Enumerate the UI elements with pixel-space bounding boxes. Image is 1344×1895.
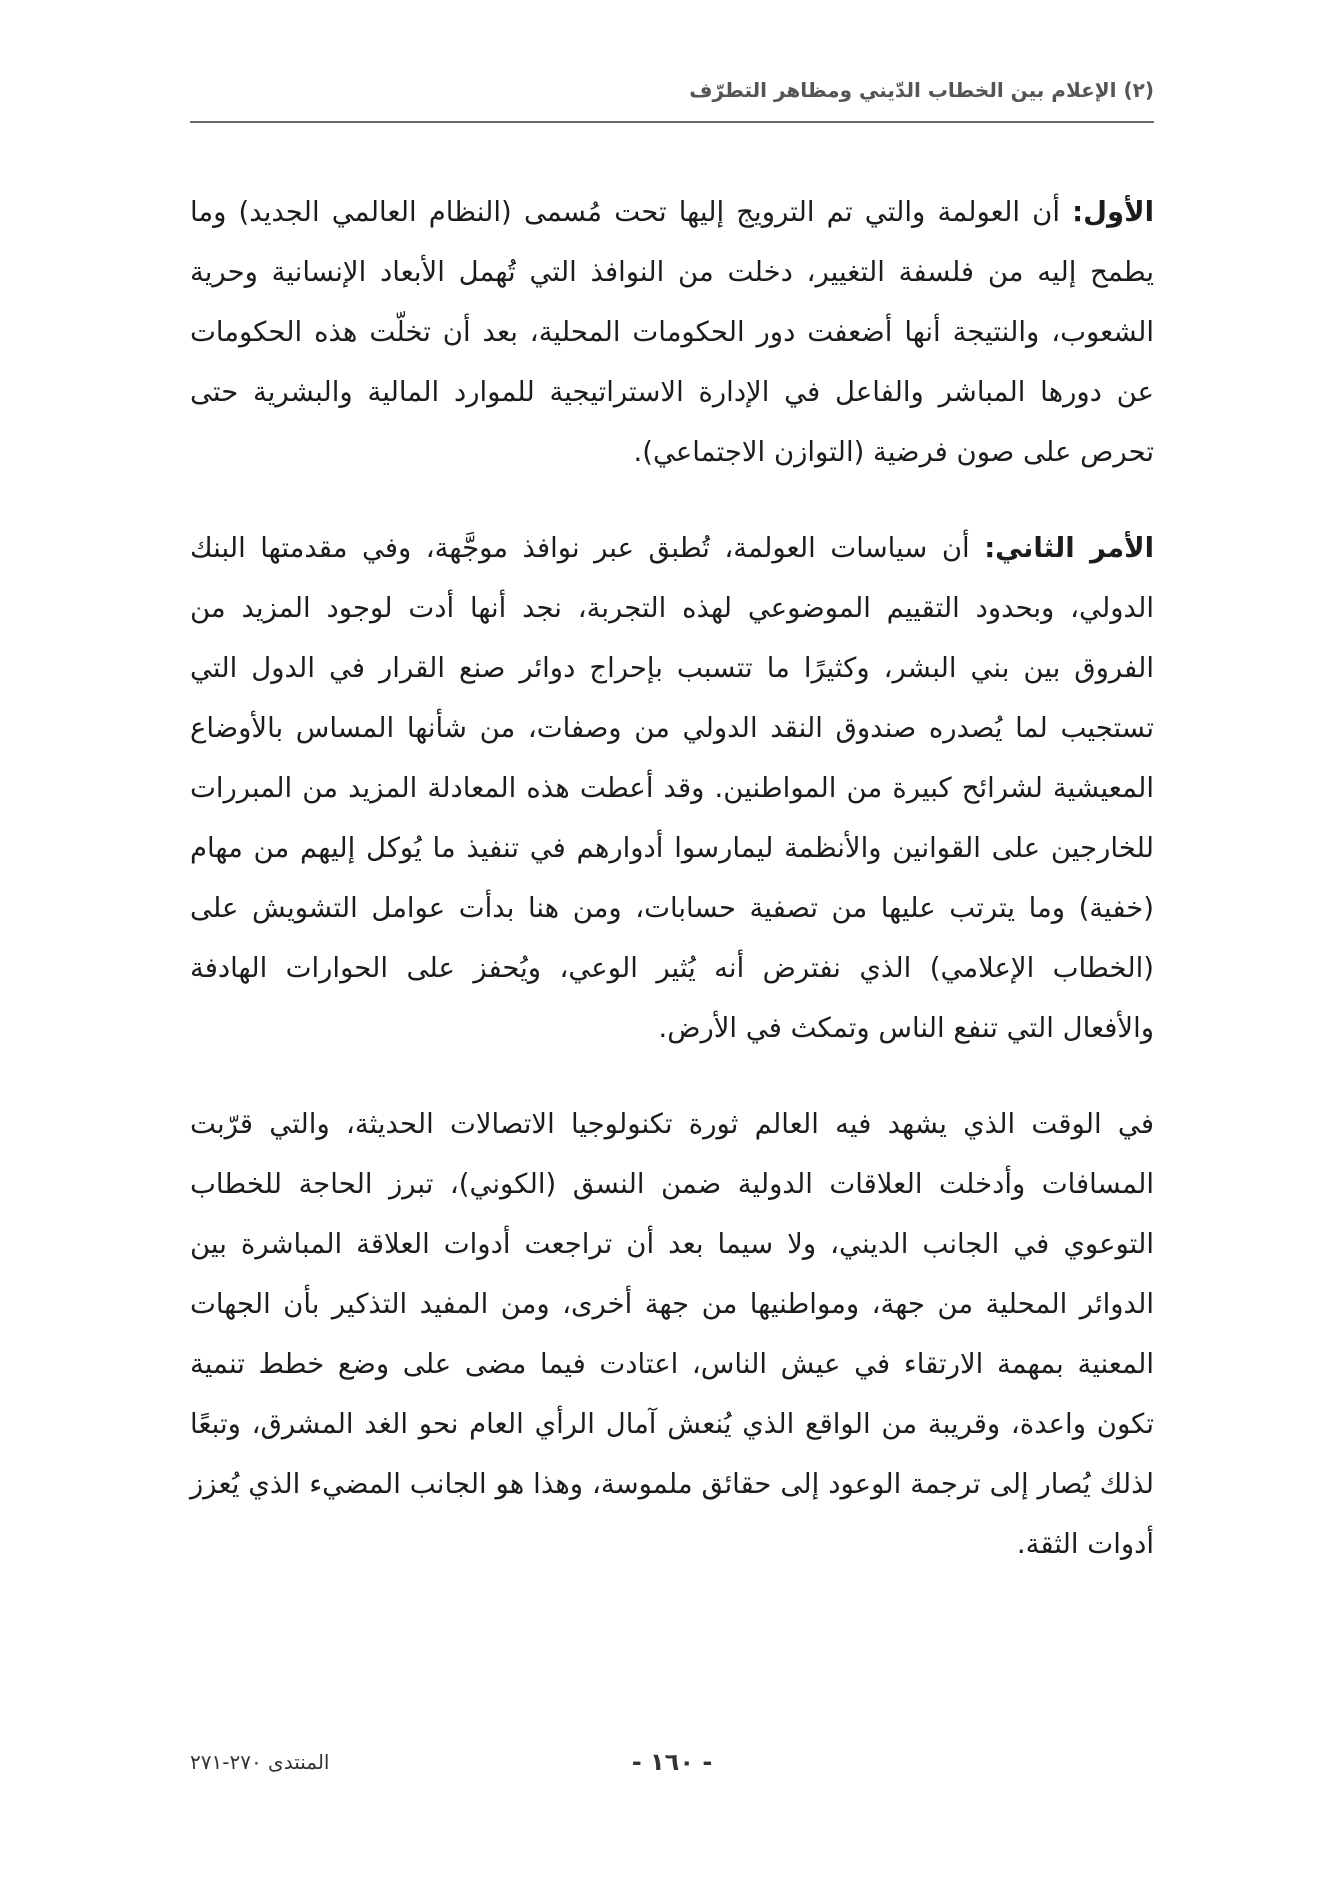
header-divider [190, 121, 1154, 123]
paragraph-third [190, 1094, 1154, 1574]
paragraph-text: في الوقت الذي يشهد فيه العالم ثورة تكنولوجيا الاتصالات الحديثة، والتي قرّبت المسافات وأدخلت العلاقات الدولية ضمن النسق (الكوني)، تبرز الحاجة للخطاب التوعوي في الجانب الديني، ولا سيما بعد أن تراجعت أدوات العلاقة المباشرة بين الدوائر المحلية من جهة، ومواطنيها من جهة أخرى، ومن المفيد التذكير بأن الجهات المعنية بمهمة الارتقاء في عيش الناس، اعتادت فيما مضى على وضع خطط تنمية تكون واعدة، وقريبة من الواقع الذي يُنعش آمال الرأي العام نحو الغد المشرق، وتبعًا لذلك يُصار إلى ترجمة الوعود إلى حقائق ملموسة، وهذا هو الجانب المضيء الذي يُعزز أدوات الثقة. [190, 1108, 1154, 1560]
paragraph-lead: الأول: [1072, 196, 1154, 228]
paragraph-first [190, 182, 1154, 482]
paragraph-text: أن سياسات العولمة، تُطبق عبر نوافذ موجَّهة، وفي مقدمتها البنك الدولي، وبحدود التقييم الموضوعي لهذه التجربة، نجد أنها أدت لوجود المزيد من الفروق بين بني البشر، وكثيرًا ما تتسبب بإحراج دوائر صنع القرار في الدول التي تستجيب لما يُصدره صندوق النقد الدولي من وصفات، من شأنها المساس بالأوضاع المعيشية لشرائح كبيرة من المواطنين. وقد أعطت هذه المعادلة المزيد من المبررات للخارجين على القوانين والأنظمة ليمارسوا أدوارهم في تنفيذ ما يُوكل إليهم من مهام (خفية) وما يترتب عليها من تصفية حسابات، ومن هنا بدأت عوامل التشويش على (الخطاب الإعلامي) الذي نفترض أنه يُثير الوعي، ويُحفز على الحوارات الهادفة والأفعال التي تنفع الناس وتمكث في الأرض. [190, 532, 1154, 1044]
paragraph-text: أن العولمة والتي تم الترويج إليها تحت مُسمى (النظام العالمي الجديد) وما يطمح إليه من فلسفة التغيير، دخلت من النوافذ التي تُهمل الأبعاد الإنسانية وحرية الشعوب، والنتيجة أنها أضعفت دور الحكومات المحلية، بعد أن تخلّت هذه الحكومات عن دورها المباشر والفاعل في الإدارة الاستراتيجية للموارد المالية والبشرية حتى تحرص على صون فرضية (التوازن الاجتماعي). [190, 196, 1154, 468]
page-number: - ١٦٠ - [631, 1748, 713, 1776]
running-header: (٢) الإعلام بين الخطاب الدّيني ومظاهر التطرّف [689, 78, 1154, 102]
page-footer [190, 1748, 1154, 1788]
journal-issue: المنتدى ٢٧٠-٢٧١ [190, 1750, 330, 1774]
paragraph-lead: الأمر الثاني: [984, 532, 1155, 564]
body-text [190, 182, 1154, 1610]
paragraph-second [190, 518, 1154, 1058]
